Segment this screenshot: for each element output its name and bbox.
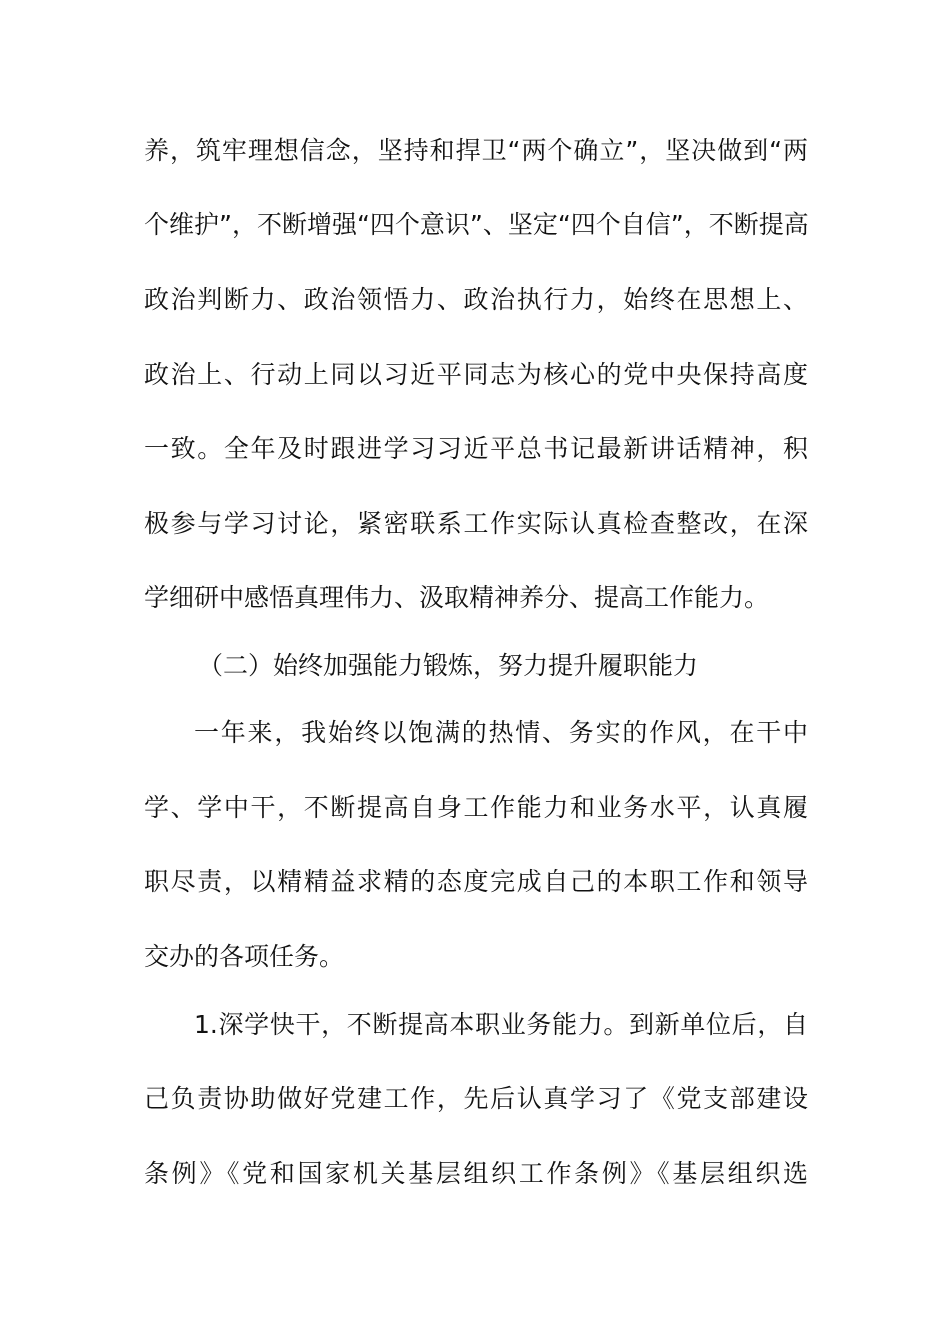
paragraph-line: 学细研中感悟真理伟力、汲取精神养分、提高工作能力。 xyxy=(144,583,770,612)
paragraph-line: 一年来，我始终以饱满的热情、务实的作风，在干中 xyxy=(194,718,808,747)
paragraph-line: 职尽责，以精精益求精的态度完成自己的本职工作和领导 xyxy=(144,867,808,896)
paragraph-line: 学、学中干，不断提高自身工作能力和业务水平，认真履 xyxy=(144,793,808,822)
paragraph-line: 1.深学快干，不断提高本职业务能力。到新单位后，自 xyxy=(194,1010,808,1039)
section-heading: （二）始终加强能力锻炼，努力提升履职能力 xyxy=(198,651,699,680)
paragraph-line: 政治判断力、政治领悟力、政治执行力，始终在思想上、 xyxy=(144,285,808,314)
paragraph-line: 条例》《党和国家机关基层组织工作条例》《基层组织选 xyxy=(144,1159,808,1188)
paragraph-line: 一致。全年及时跟进学习习近平总书记最新讲话精神，积 xyxy=(144,434,808,463)
paragraph-line: 极参与学习讨论，紧密联系工作实际认真检查整改，在深 xyxy=(144,509,808,538)
paragraph-line: 己负责协助做好党建工作，先后认真学习了《党支部建设 xyxy=(144,1084,808,1113)
paragraph-line: 交办的各项任务。 xyxy=(144,942,345,971)
paragraph-line: 政治上、行动上同以习近平同志为核心的党中央保持高度 xyxy=(144,360,808,389)
paragraph-line: 个维护”，不断增强“四个意识”、坚定“四个自信”，不断提高 xyxy=(144,210,809,239)
paragraph-line: 养，筑牢理想信念，坚持和捍卫“两个确立”，坚决做到“两 xyxy=(144,136,808,165)
